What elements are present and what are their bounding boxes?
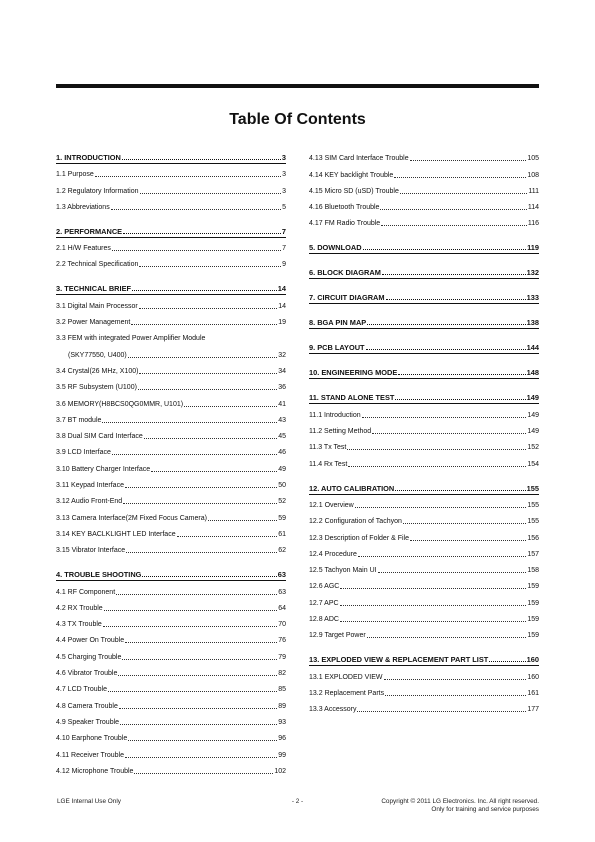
toc-entry[interactable] bbox=[309, 197, 539, 213]
toc-dot-leader bbox=[128, 740, 277, 741]
toc-entry-title: 4.5 Charging Trouble bbox=[56, 653, 122, 661]
toc-chapter-heading[interactable] bbox=[309, 288, 539, 304]
toc-dot-leader bbox=[184, 406, 277, 407]
toc-entry-title: 6. BLOCK DIAGRAM bbox=[309, 268, 381, 278]
toc-dot-leader bbox=[111, 209, 281, 210]
toc-entry[interactable] bbox=[56, 164, 286, 180]
toc-spacer bbox=[309, 470, 539, 479]
toc-entry[interactable] bbox=[56, 254, 286, 270]
toc-entry[interactable] bbox=[56, 426, 286, 442]
toc-entry-title: 3.15 Vibrator Interface bbox=[56, 547, 126, 555]
toc-entry-title: 4.17 FM Radio Trouble bbox=[309, 220, 381, 228]
toc-page-number: 157 bbox=[527, 550, 539, 558]
toc-page-number: 36 bbox=[278, 384, 286, 392]
toc-dot-leader bbox=[125, 642, 277, 643]
toc-entry[interactable] bbox=[309, 609, 539, 625]
toc-entry[interactable] bbox=[56, 695, 286, 711]
toc-entry-title: 4. TROUBLE SHOOTING bbox=[56, 570, 142, 580]
toc-page-number: 49 bbox=[278, 465, 286, 473]
page-title: Table Of Contents bbox=[229, 111, 366, 128]
toc-entry-title: 8. BGA PIN MAP bbox=[309, 318, 367, 328]
toc-dot-leader bbox=[177, 536, 278, 537]
toc-entry-title: 3.11 Keypad Interface bbox=[56, 482, 124, 490]
toc-entry-title: 9. PCB LAYOUT bbox=[309, 343, 365, 353]
toc-entry[interactable] bbox=[56, 540, 286, 556]
toc-page-number: 50 bbox=[278, 482, 286, 490]
toc-entry-title: 4.13 SIM Card Interface Trouble bbox=[309, 155, 409, 163]
toc-spacer bbox=[309, 329, 539, 338]
toc-entry-title: 4.11 Receiver Trouble bbox=[56, 751, 124, 759]
toc-chapter-heading[interactable] bbox=[56, 222, 286, 238]
toc-spacer bbox=[309, 354, 539, 363]
toc-entry-title: 2.2 Technical Specification bbox=[56, 261, 139, 269]
toc-dot-leader bbox=[131, 324, 277, 325]
toc-page-number: 116 bbox=[527, 220, 539, 228]
toc-page-number: 85 bbox=[278, 686, 286, 694]
toc-page-number: 93 bbox=[278, 718, 286, 726]
toc-entry[interactable] bbox=[309, 666, 539, 682]
toc-page-number: 14 bbox=[278, 302, 286, 310]
toc-entry-title: 11.4 Rx Test bbox=[309, 460, 348, 468]
toc-dot-leader bbox=[410, 160, 527, 161]
toc-entry[interactable] bbox=[309, 544, 539, 560]
toc-entry[interactable] bbox=[309, 453, 539, 469]
toc-entry[interactable] bbox=[309, 683, 539, 699]
toc-entry-title: 12.6 AGC bbox=[309, 583, 340, 591]
toc-entry-title: 2.1 H/W Features bbox=[56, 245, 111, 253]
toc-dot-leader bbox=[102, 422, 277, 423]
toc-page-number: 7 bbox=[281, 226, 286, 236]
toc-dot-leader bbox=[381, 225, 527, 226]
toc-entry[interactable] bbox=[56, 442, 286, 458]
toc-page-number: 108 bbox=[527, 171, 539, 179]
toc-chapter-heading[interactable] bbox=[56, 565, 286, 581]
toc-page-number: 149 bbox=[527, 428, 539, 436]
toc-page-number: 61 bbox=[278, 530, 286, 538]
toc-entry[interactable] bbox=[56, 761, 286, 777]
toc-page-number: 89 bbox=[278, 702, 286, 710]
toc-dot-leader bbox=[367, 637, 527, 638]
toc-entry-title: 4.10 Earphone Trouble bbox=[56, 735, 128, 743]
footer-copyright-line2: Only for training and service purposes bbox=[431, 806, 539, 813]
toc-entry[interactable] bbox=[56, 598, 286, 614]
toc-spacer bbox=[309, 229, 539, 238]
toc-page-number: 63 bbox=[277, 570, 286, 580]
toc-entry-title: 3.10 Battery Charger Interface bbox=[56, 465, 151, 473]
toc-entry-title: 12.9 Target Power bbox=[309, 632, 366, 640]
toc-entry-title: 12.8 ADC bbox=[309, 616, 339, 624]
toc-entry[interactable] bbox=[309, 511, 539, 527]
toc-dot-leader bbox=[355, 507, 527, 508]
toc-page-number: 133 bbox=[526, 293, 539, 303]
toc-dot-leader bbox=[139, 373, 277, 374]
toc-entry-title: 7. CIRCUIT DIAGRAM bbox=[309, 293, 385, 303]
toc-page-number: 160 bbox=[527, 673, 539, 681]
toc-page-number: 102 bbox=[274, 767, 286, 775]
toc-spacer bbox=[309, 379, 539, 388]
toc-dot-leader bbox=[384, 679, 527, 680]
toc-entry-title: 13.3 Accessory bbox=[309, 706, 357, 714]
toc-chapter-heading[interactable] bbox=[309, 238, 539, 254]
toc-entry-title: 3.5 RF Subsystem (U100) bbox=[56, 384, 137, 392]
toc-page-number: 119 bbox=[527, 243, 539, 253]
toc-dot-leader bbox=[363, 249, 527, 250]
toc-dot-leader bbox=[403, 523, 526, 524]
toc-entry-title: 13.1 EXPLODED VIEW bbox=[309, 673, 383, 681]
toc-page-number: 149 bbox=[527, 411, 539, 419]
top-rule bbox=[56, 84, 539, 88]
toc-dot-leader bbox=[347, 449, 526, 450]
toc-entry[interactable] bbox=[56, 393, 286, 409]
toc-dot-leader bbox=[340, 588, 526, 589]
toc-entry-title: 3.9 LCD Interface bbox=[56, 449, 111, 457]
toc-entry[interactable] bbox=[56, 630, 286, 646]
toc-dot-leader bbox=[489, 661, 525, 662]
toc-entry-title: 4.2 RX Trouble bbox=[56, 604, 103, 612]
toc-page-number: 76 bbox=[278, 637, 286, 645]
toc-entry-title: 11.1 Introduction bbox=[309, 411, 361, 419]
toc-spacer bbox=[56, 270, 286, 279]
toc-dot-leader bbox=[386, 299, 526, 300]
toc-entry-title: 1.1 Purpose bbox=[56, 171, 94, 179]
toc-entry-title: 3.4 Crystal(26 MHz, X100) bbox=[56, 367, 139, 375]
toc-entry-title: 4.12 Microphone Trouble bbox=[56, 767, 134, 775]
toc-dot-leader bbox=[112, 454, 277, 455]
toc-chapter-heading[interactable] bbox=[309, 338, 539, 354]
toc-page-number: 70 bbox=[278, 621, 286, 629]
toc-dot-leader bbox=[125, 487, 277, 488]
toc-entry[interactable] bbox=[309, 181, 539, 197]
toc-dot-leader bbox=[410, 540, 526, 541]
toc-entry[interactable] bbox=[56, 312, 286, 328]
toc-entry-title: 4.4 Power On Trouble bbox=[56, 637, 125, 645]
toc-page-number: 114 bbox=[527, 204, 539, 212]
toc-page-number: 62 bbox=[278, 547, 286, 555]
toc-entry-title: 3.13 Camera Interface(2M Fixed Focus Camera) bbox=[56, 514, 207, 522]
toc-entry-title: 5. DOWNLOAD bbox=[309, 243, 362, 253]
toc-dot-leader bbox=[395, 399, 525, 400]
toc-page-number: 132 bbox=[526, 268, 539, 278]
toc-right-column bbox=[309, 148, 539, 715]
toc-entry-title: 12.5 Tachyon Main UI bbox=[309, 567, 377, 575]
toc-page-number: 138 bbox=[526, 318, 539, 328]
toc-page-number: 3 bbox=[281, 153, 286, 162]
toc-page-number: 154 bbox=[527, 460, 539, 468]
toc-page-number: 111 bbox=[528, 187, 539, 195]
toc-entry-title: 13.2 Replacement Parts bbox=[309, 689, 385, 697]
toc-page-number: 105 bbox=[527, 155, 539, 163]
toc-page-number: 46 bbox=[278, 449, 286, 457]
toc-dot-leader bbox=[144, 438, 277, 439]
toc-entry[interactable] bbox=[56, 475, 286, 491]
toc-left-column bbox=[56, 148, 286, 777]
toc-entry[interactable] bbox=[56, 410, 286, 426]
toc-dot-leader bbox=[400, 193, 527, 194]
toc-entry[interactable] bbox=[309, 164, 539, 180]
toc-page-number: 52 bbox=[278, 498, 286, 506]
toc-page-number: 159 bbox=[527, 583, 539, 591]
toc-dot-leader bbox=[208, 520, 277, 521]
toc-entry-title: 3.8 Dual SIM Card Interface bbox=[56, 433, 143, 441]
toc-page-number: 96 bbox=[278, 735, 286, 743]
toc-entry-title: 3.3 FEM with integrated Power Amplifier Module bbox=[56, 335, 206, 343]
toc-entry[interactable] bbox=[56, 507, 286, 523]
toc-entry-title: 4.3 TX Trouble bbox=[56, 621, 102, 629]
toc-entry[interactable] bbox=[309, 560, 539, 576]
toc-dot-leader bbox=[120, 724, 277, 725]
toc-entry[interactable] bbox=[56, 646, 286, 662]
toc-entry[interactable] bbox=[56, 328, 286, 344]
toc-entry[interactable] bbox=[309, 625, 539, 641]
toc-page-number: 155 bbox=[527, 501, 539, 509]
toc-entry-title: 4.6 Vibrator Trouble bbox=[56, 670, 118, 678]
toc-page-number: 156 bbox=[527, 534, 539, 542]
toc-page-number: 41 bbox=[278, 400, 286, 408]
toc-entry[interactable] bbox=[56, 491, 286, 507]
toc-spacer bbox=[309, 641, 539, 650]
toc-page-number: 64 bbox=[278, 604, 286, 612]
toc-dot-leader bbox=[108, 691, 277, 692]
toc-page-number: 34 bbox=[278, 367, 286, 375]
toc-page-number: 79 bbox=[278, 653, 286, 661]
toc-dot-leader bbox=[126, 552, 277, 553]
toc-dot-leader bbox=[139, 308, 278, 309]
toc-page-number: 3 bbox=[282, 187, 286, 195]
toc-dot-leader bbox=[122, 659, 277, 660]
toc-dot-leader bbox=[123, 503, 277, 504]
toc-chapter-heading[interactable] bbox=[56, 279, 286, 295]
toc-entry[interactable] bbox=[56, 197, 286, 213]
toc-dot-leader bbox=[340, 621, 526, 622]
toc-entry[interactable] bbox=[309, 699, 539, 715]
toc-entry[interactable] bbox=[309, 404, 539, 420]
toc-page-number: 5 bbox=[282, 203, 286, 211]
toc-page-number: 32 bbox=[278, 351, 286, 359]
toc-dot-leader bbox=[372, 433, 526, 434]
toc-page-number: 82 bbox=[278, 670, 286, 678]
toc-dot-leader bbox=[382, 274, 526, 275]
toc-entry-title: (SKY77550, U400) bbox=[68, 351, 127, 359]
toc-entry-title: 12.3 Description of Folder & File bbox=[309, 534, 409, 542]
toc-entry-title: 2. PERFORMANCE bbox=[56, 226, 123, 236]
toc-entry[interactable] bbox=[309, 592, 539, 608]
toc-entry[interactable] bbox=[56, 712, 286, 728]
toc-page-number: 155 bbox=[527, 518, 539, 526]
toc-page-number: 9 bbox=[282, 261, 286, 269]
toc-entry[interactable] bbox=[309, 576, 539, 592]
toc-entry[interactable] bbox=[309, 495, 539, 511]
toc-entry[interactable] bbox=[56, 180, 286, 196]
toc-page-number: 149 bbox=[526, 393, 539, 403]
toc-entry-title: 1.3 Abbreviations bbox=[56, 203, 110, 211]
footer-copyright-line1: Copyright © 2011 LG Electronics. Inc. All right reserved. bbox=[381, 798, 539, 805]
toc-entry[interactable] bbox=[56, 679, 286, 695]
toc-page-number: 19 bbox=[278, 319, 286, 327]
toc-page-number: 144 bbox=[526, 343, 539, 353]
toc-entry-title: 3.12 Audio Front-End bbox=[56, 498, 123, 506]
toc-page-number: 99 bbox=[278, 751, 286, 759]
toc-dot-leader bbox=[112, 250, 281, 251]
toc-spacer bbox=[309, 254, 539, 263]
toc-entry[interactable] bbox=[56, 524, 286, 540]
toc-page-number: 14 bbox=[277, 284, 286, 294]
toc-entry-title: 12.1 Overview bbox=[309, 501, 354, 509]
toc-dot-leader bbox=[138, 389, 277, 390]
toc-page-number: 7 bbox=[282, 245, 286, 253]
toc-chapter-heading[interactable] bbox=[309, 388, 539, 404]
toc-chapter-heading[interactable] bbox=[309, 313, 539, 329]
toc-dot-leader bbox=[348, 466, 526, 467]
toc-page-number: 177 bbox=[527, 706, 539, 714]
toc-page-number: 63 bbox=[278, 588, 286, 596]
footer-page-number: - 2 - bbox=[291, 798, 304, 805]
toc-page-number: 45 bbox=[278, 433, 286, 441]
toc-page-number: 158 bbox=[527, 567, 539, 575]
toc-entry[interactable] bbox=[56, 295, 286, 311]
toc-spacer bbox=[309, 304, 539, 313]
toc-chapter-heading[interactable] bbox=[309, 363, 539, 379]
toc-entry-title: 11.3 Tx Test bbox=[309, 444, 347, 452]
toc-entry[interactable] bbox=[56, 344, 286, 360]
toc-dot-leader bbox=[367, 324, 525, 325]
toc-page-number: 152 bbox=[527, 444, 539, 452]
toc-dot-leader bbox=[142, 576, 276, 577]
toc-entry[interactable] bbox=[56, 663, 286, 679]
toc-dot-leader bbox=[340, 605, 527, 606]
toc-dot-leader bbox=[140, 193, 282, 194]
toc-page-number: 3 bbox=[282, 171, 286, 179]
toc-dot-leader bbox=[132, 290, 277, 291]
footer-internal-use: LGE Internal Use Only bbox=[57, 798, 121, 805]
toc-entry[interactable] bbox=[56, 581, 286, 597]
toc-chapter-heading[interactable] bbox=[309, 479, 539, 495]
toc-dot-leader bbox=[378, 572, 527, 573]
toc-dot-leader bbox=[119, 708, 277, 709]
toc-entry-title: 11. STAND ALONE TEST bbox=[309, 393, 395, 403]
toc-entry-title: 12. AUTO CALIBRATION bbox=[309, 483, 395, 493]
footer-copyright bbox=[381, 798, 539, 814]
toc-dot-leader bbox=[151, 471, 277, 472]
toc-entry-title: 3.14 KEY BACLKLIGHT LED Interface bbox=[56, 530, 176, 538]
toc-entry-title: 4.16 Bluetooth Trouble bbox=[309, 204, 380, 212]
toc-entry[interactable] bbox=[56, 377, 286, 393]
toc-dot-leader bbox=[362, 417, 527, 418]
toc-entry[interactable] bbox=[56, 361, 286, 377]
toc-entry[interactable] bbox=[309, 527, 539, 543]
toc-entry-title: 4.8 Camera Trouble bbox=[56, 702, 118, 710]
toc-entry[interactable] bbox=[309, 213, 539, 229]
toc-chapter-heading[interactable] bbox=[309, 650, 539, 666]
toc-dot-leader bbox=[95, 176, 281, 177]
toc-entry[interactable] bbox=[56, 744, 286, 760]
toc-entry[interactable] bbox=[309, 421, 539, 437]
toc-dot-leader bbox=[128, 357, 277, 358]
toc-page-number: 159 bbox=[527, 632, 539, 640]
toc-chapter-heading[interactable] bbox=[56, 148, 286, 164]
toc-entry-title: 3.2 Power Management bbox=[56, 319, 131, 327]
toc-entry-title: 3.1 Digital Main Processor bbox=[56, 302, 138, 310]
toc-entry-title: 12.4 Procedure bbox=[309, 550, 357, 558]
toc-entry-title: 3.7 BT module bbox=[56, 416, 102, 424]
toc-spacer bbox=[56, 556, 286, 565]
toc-entry-title: 4.14 KEY backlight Trouble bbox=[309, 171, 394, 179]
toc-page-number: 155 bbox=[526, 483, 539, 493]
toc-dot-leader bbox=[123, 233, 281, 234]
toc-entry-title: 3. TECHNICAL BRIEF bbox=[56, 284, 132, 294]
toc-entry[interactable] bbox=[309, 148, 539, 164]
toc-entry-title: 12.7 APC bbox=[309, 599, 339, 607]
toc-page-number: 161 bbox=[527, 689, 539, 697]
toc-entry-title: 11.2 Setting Method bbox=[309, 428, 372, 436]
toc-chapter-heading[interactable] bbox=[309, 263, 539, 279]
toc-dot-leader bbox=[398, 374, 525, 375]
toc-entry[interactable] bbox=[56, 458, 286, 474]
toc-dot-leader bbox=[357, 711, 526, 712]
toc-dot-leader bbox=[139, 266, 281, 267]
toc-dot-leader bbox=[125, 757, 277, 758]
toc-page-number: 159 bbox=[527, 599, 539, 607]
toc-entry-title: 4.15 Micro SD (uSD) Trouble bbox=[309, 187, 399, 195]
toc-dot-leader bbox=[358, 556, 526, 557]
toc-entry-title: 4.7 LCD Trouble bbox=[56, 686, 107, 694]
toc-page-number: 160 bbox=[526, 655, 539, 665]
toc-entry-title: 12.2 Configuration of Tachyon bbox=[309, 518, 402, 526]
toc-page-number: 59 bbox=[278, 514, 286, 522]
toc-dot-leader bbox=[134, 773, 273, 774]
toc-entry-title: 3.6 MEMORY(H8BCS0QG0MMR, U101) bbox=[56, 400, 184, 408]
toc-dot-leader bbox=[380, 209, 526, 210]
toc-spacer bbox=[56, 213, 286, 222]
toc-entry[interactable] bbox=[56, 728, 286, 744]
toc-dot-leader bbox=[366, 349, 526, 350]
toc-entry-title: 4.9 Speaker Trouble bbox=[56, 718, 120, 726]
toc-entry[interactable] bbox=[56, 238, 286, 254]
toc-entry[interactable] bbox=[56, 614, 286, 630]
toc-entry-title: 1.2 Regulatory Information bbox=[56, 187, 139, 195]
toc-dot-leader bbox=[385, 695, 526, 696]
toc-entry-title: 1. INTRODUCTION bbox=[56, 153, 121, 162]
toc-dot-leader bbox=[122, 159, 281, 160]
toc-dot-leader bbox=[395, 490, 525, 491]
toc-dot-leader bbox=[394, 177, 526, 178]
toc-spacer bbox=[309, 279, 539, 288]
toc-page-number: 159 bbox=[527, 616, 539, 624]
toc-dot-leader bbox=[116, 594, 277, 595]
toc-dot-leader bbox=[104, 610, 278, 611]
toc-entry[interactable] bbox=[309, 437, 539, 453]
toc-dot-leader bbox=[103, 626, 277, 627]
toc-page-number: 43 bbox=[278, 416, 286, 424]
toc-entry-title: 10. ENGINEERING MODE bbox=[309, 368, 398, 378]
toc-entry-title: 13. EXPLODED VIEW & REPLACEMENT PART LIST bbox=[309, 655, 489, 665]
toc-dot-leader bbox=[118, 675, 277, 676]
toc-page-number: 148 bbox=[526, 368, 539, 378]
toc-entry-title: 4.1 RF Component bbox=[56, 588, 116, 596]
